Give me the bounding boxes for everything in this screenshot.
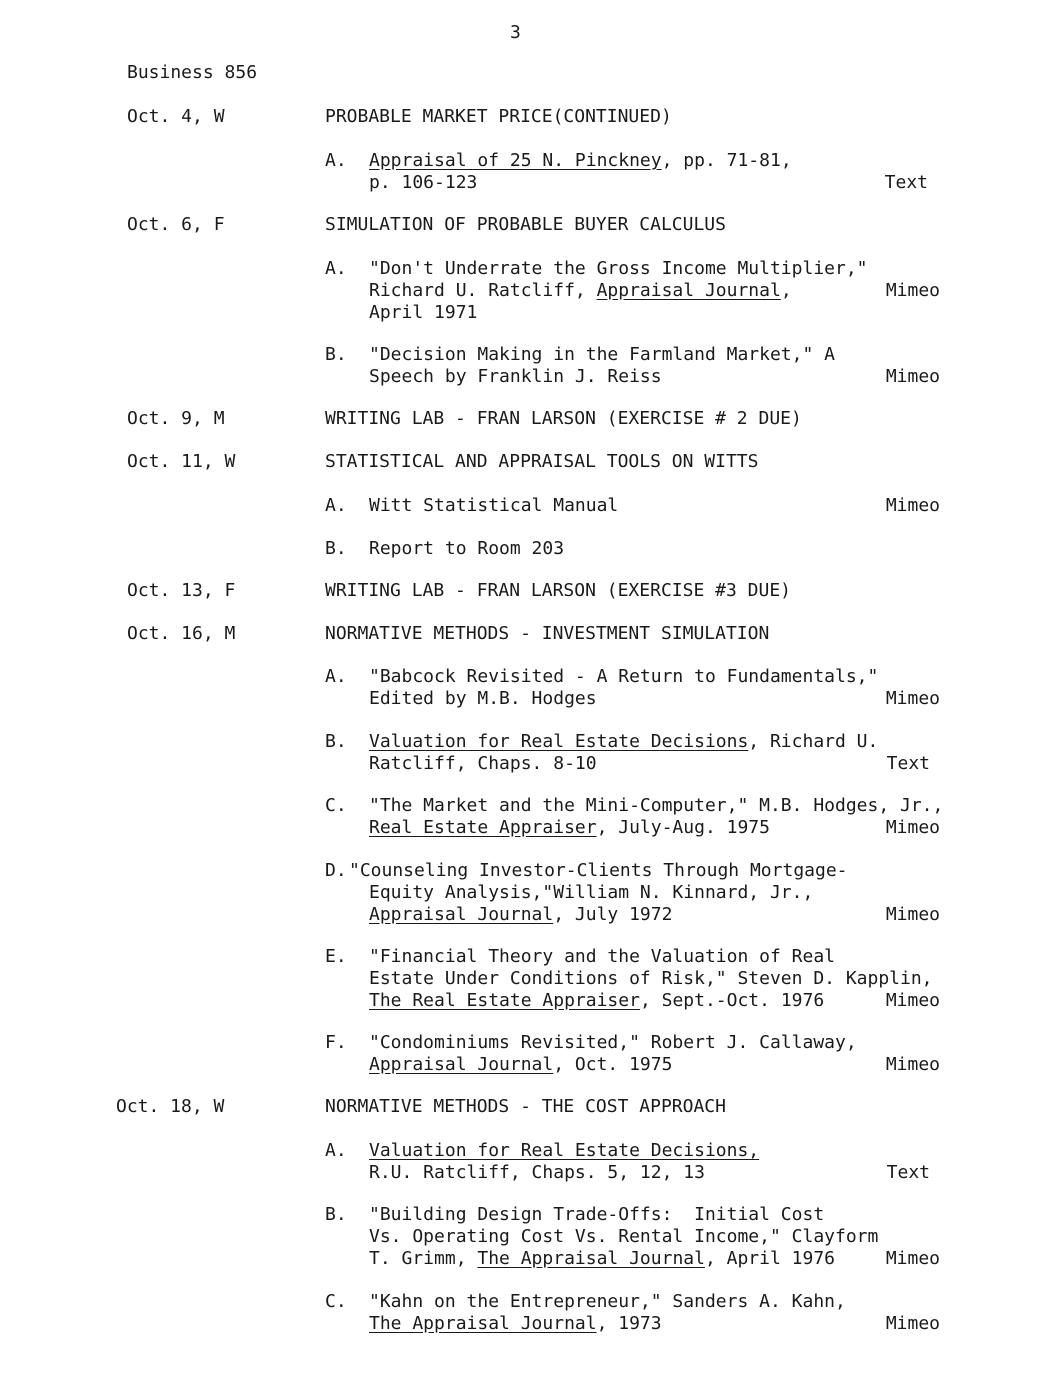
reading-line: R.U. Ratcliff, Chaps. 5, 12, 13 xyxy=(369,1162,705,1183)
reading-line: Ratcliff, Chaps. 8-10 xyxy=(369,753,597,774)
course-header: Business 856 xyxy=(127,62,258,83)
reading-line: Report to Room 203 xyxy=(369,538,565,559)
reading-letter: E. xyxy=(325,946,347,967)
reading-line: The Real Estate Appraiser, Sept.-Oct. 1976 xyxy=(369,990,825,1011)
reading-line: "Counseling Investor-Clients Through Mortgage- xyxy=(349,860,848,881)
reading-source: Mimeo xyxy=(885,366,940,387)
entry-date: Oct. 16, M xyxy=(127,623,236,644)
reading-line: "Babcock Revisited - A Return to Fundamentals," xyxy=(369,666,879,687)
reading-line: T. Grimm, The Appraisal Journal, April 1976 xyxy=(369,1248,835,1269)
reading-source: Mimeo xyxy=(885,280,940,301)
reading-letter: C. xyxy=(325,795,347,816)
reading-line: Richard U. Ratcliff, Appraisal Journal, xyxy=(369,280,792,301)
reading-line: p. 106-123 xyxy=(369,172,478,193)
entry-topic: NORMATIVE METHODS - INVESTMENT SIMULATION xyxy=(325,623,770,644)
reading-letter: A. xyxy=(325,666,347,687)
reading-line: "Building Design Trade-Offs: Initial Cost xyxy=(369,1204,825,1225)
reading-source: Text xyxy=(884,172,928,193)
entry-date: Oct. 6, F xyxy=(127,214,225,235)
reading-line: "Kahn on the Entrepreneur," Sanders A. Kahn, xyxy=(369,1291,846,1312)
page-number: 3 xyxy=(510,22,521,43)
reading-source: Mimeo xyxy=(885,688,940,709)
reading-source: Mimeo xyxy=(885,817,940,838)
reading-letter: B. xyxy=(325,344,347,365)
reading-letter: A. xyxy=(325,495,347,516)
reading-source: Text xyxy=(886,1162,930,1183)
reading-source: Mimeo xyxy=(885,904,940,925)
reading-line: Real Estate Appraiser, July-Aug. 1975 xyxy=(369,817,770,838)
reading-source: Mimeo xyxy=(885,1054,940,1075)
entry-date: Oct. 13, F xyxy=(127,580,236,601)
reading-line: Appraisal Journal, July 1972 xyxy=(369,904,673,925)
reading-source: Mimeo xyxy=(885,495,940,516)
reading-line: Edited by M.B. Hodges xyxy=(369,688,597,709)
entry-date: Oct. 11, W xyxy=(127,451,236,472)
reading-letter: A. xyxy=(325,258,347,279)
reading-source: Mimeo xyxy=(885,1248,940,1269)
reading-line: The Appraisal Journal, 1973 xyxy=(369,1313,662,1334)
reading-source: Text xyxy=(886,753,930,774)
reading-line: "Decision Making in the Farmland Market," A xyxy=(369,344,835,365)
entry-topic: WRITING LAB - FRAN LARSON (EXERCISE #3 DUE) xyxy=(325,580,791,601)
reading-line: Estate Under Conditions of Risk," Steven D. Kapplin, xyxy=(369,968,933,989)
reading-line: Equity Analysis,"William N. Kinnard, Jr., xyxy=(369,882,814,903)
reading-line: Speech by Franklin J. Reiss xyxy=(369,366,662,387)
reading-source: Mimeo xyxy=(885,1313,940,1334)
entry-date: Oct. 9, M xyxy=(127,408,225,429)
reading-line: "Don't Underrate the Gross Income Multiplier," xyxy=(369,258,868,279)
entry-topic: PROBABLE MARKET PRICE(CONTINUED) xyxy=(325,106,672,127)
reading-line: Appraisal of 25 N. Pinckney, pp. 71-81, xyxy=(369,150,792,171)
reading-letter: C. xyxy=(325,1291,347,1312)
reading-line: Valuation for Real Estate Decisions, Richard U. xyxy=(369,731,879,752)
reading-letter: F. xyxy=(325,1032,347,1053)
entry-topic: WRITING LAB - FRAN LARSON (EXERCISE # 2 DUE) xyxy=(325,408,802,429)
reading-line: Witt Statistical Manual xyxy=(369,495,619,516)
reading-source: Mimeo xyxy=(885,990,940,1011)
reading-letter: A. xyxy=(325,150,347,171)
reading-line: April 1971 xyxy=(369,302,478,323)
reading-letter: A. xyxy=(325,1140,347,1161)
reading-letter: B. xyxy=(325,538,347,559)
entry-date: Oct. 4, W xyxy=(127,106,225,127)
reading-letter: D. xyxy=(325,860,347,881)
reading-line: "The Market and the Mini-Computer," M.B. Hodges, Jr., xyxy=(369,795,944,816)
reading-line: Appraisal Journal, Oct. 1975 xyxy=(369,1054,673,1075)
entry-date: Oct. 18, W xyxy=(116,1096,225,1117)
reading-line: "Condominiums Revisited," Robert J. Callaway, xyxy=(369,1032,857,1053)
reading-letter: B. xyxy=(325,731,347,752)
entry-topic: STATISTICAL AND APPRAISAL TOOLS ON WITTS xyxy=(325,451,759,472)
entry-topic: SIMULATION OF PROBABLE BUYER CALCULUS xyxy=(325,214,726,235)
reading-letter: B. xyxy=(325,1204,347,1225)
entry-topic: NORMATIVE METHODS - THE COST APPROACH xyxy=(325,1096,726,1117)
reading-line: Vs. Operating Cost Vs. Rental Income," Clayform xyxy=(369,1226,879,1247)
reading-line: Valuation for Real Estate Decisions, xyxy=(369,1140,760,1161)
reading-line: "Financial Theory and the Valuation of Real xyxy=(369,946,835,967)
